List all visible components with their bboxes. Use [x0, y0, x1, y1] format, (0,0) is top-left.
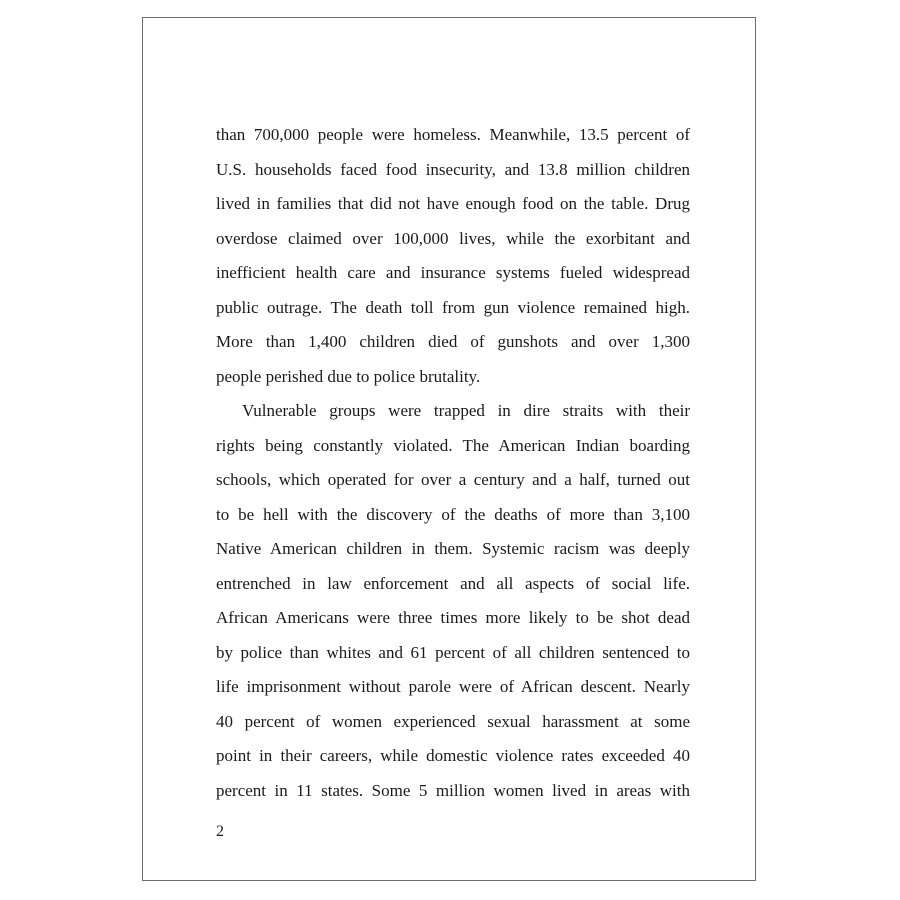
text-line: to be hell with the discovery of the deaths of more than 3,100	[216, 504, 690, 524]
text-line: 40 percent of women experienced sexual harassment at some	[216, 711, 690, 731]
text-line: people perished due to police brutality.	[216, 366, 481, 386]
text-line: inefficient health care and insurance systems fueled widespread	[216, 263, 690, 282]
body-text	[216, 118, 690, 808]
text-line: than 700,000 people were homeless. Meanwhile, 13.5 percent of	[216, 125, 690, 144]
paragraph-2	[216, 394, 690, 808]
text-line: percent in 11 states. Some 5 million women lived in areas with	[216, 780, 690, 800]
text-line: African Americans were three times more likely to be shot dead	[216, 608, 690, 627]
text-line: overdose claimed over 100,000 lives, while the exorbitant and	[216, 228, 690, 248]
document-page	[142, 17, 756, 881]
text-line: point in their careers, while domestic violence rates exceeded 40	[216, 746, 690, 765]
text-line: schools, which operated for over a century and a half, turned out	[216, 470, 690, 489]
text-line: Native American children in them. Systemic racism was deeply	[216, 539, 690, 558]
text-line: rights being constantly violated. The American Indian boarding	[216, 435, 690, 455]
text-line: entrenched in law enforcement and all aspects of social life.	[216, 573, 690, 593]
text-line: U.S. households faced food insecurity, and 13.8 million children	[216, 159, 690, 179]
text-line: Vulnerable groups were trapped in dire straits with their	[242, 401, 690, 420]
text-line: life imprisonment without parole were of African descent. Nearly	[216, 677, 690, 696]
paragraph-1	[216, 118, 690, 394]
text-line: public outrage. The death toll from gun violence remained high.	[216, 297, 690, 317]
page-number: 2	[216, 823, 224, 840]
text-line: More than 1,400 children died of gunshots and over 1,300	[216, 332, 690, 351]
text-line: by police than whites and 61 percent of all children sentenced to	[216, 642, 690, 662]
text-line: lived in families that did not have enough food on the table. Drug	[216, 194, 690, 213]
